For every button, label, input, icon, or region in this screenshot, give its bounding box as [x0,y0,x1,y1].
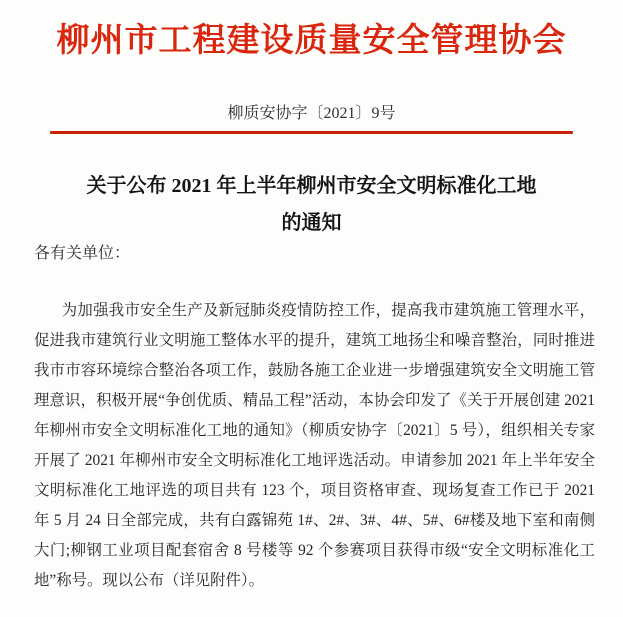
red-divider-line [50,131,573,134]
salutation: 各有关单位： [34,245,131,262]
doc-number: 柳质安协字〔2021〕9号 [227,105,396,122]
doc-title-line2: 的通知 [281,212,342,234]
body-paragraph: 为加强我市安全生产及新冠肺炎疫情防控工作，提高我市建筑施工管理水平，促进我市建筑行业文明施工整体水平的提升，建筑工地扬尘和噪音整治，同时推进我市市容环境综合整治各项工作，鼓励各施工企业进一步增强建筑安全文明施工管理意识，积极开展“争创优质、精品工程”活动，本协会印发了《关于开展创建 2021 年柳州市安全文明标准化工地的通知》（柳质安协字〔2021〕5 号），组织相关专家开展了 2021 年柳州市安全文明标准化工地评选活动。申请参加 2021 年上半年安全文明标准化工地评选的项目共有 123 个，项目资格审查、现场复查工作已于 2021 年 5 月 24 日全部完成，共有白露锦苑 1#、2#、3#、4#、5#、6#楼及地下室和南侧大门;柳钢工业项目配套宿舍 8 号楼等 92 个参赛项目获得市级“安全文明标准化工地”称号。现以公布（详见附件）。 [34,302,595,589]
doc-title-line1: 关于公布 2021 年上半年柳州市安全文明标准化工地 [86,175,537,197]
doc-title [0,168,623,242]
org-title: 柳州市工程建设质量安全管理协会 [56,23,567,59]
